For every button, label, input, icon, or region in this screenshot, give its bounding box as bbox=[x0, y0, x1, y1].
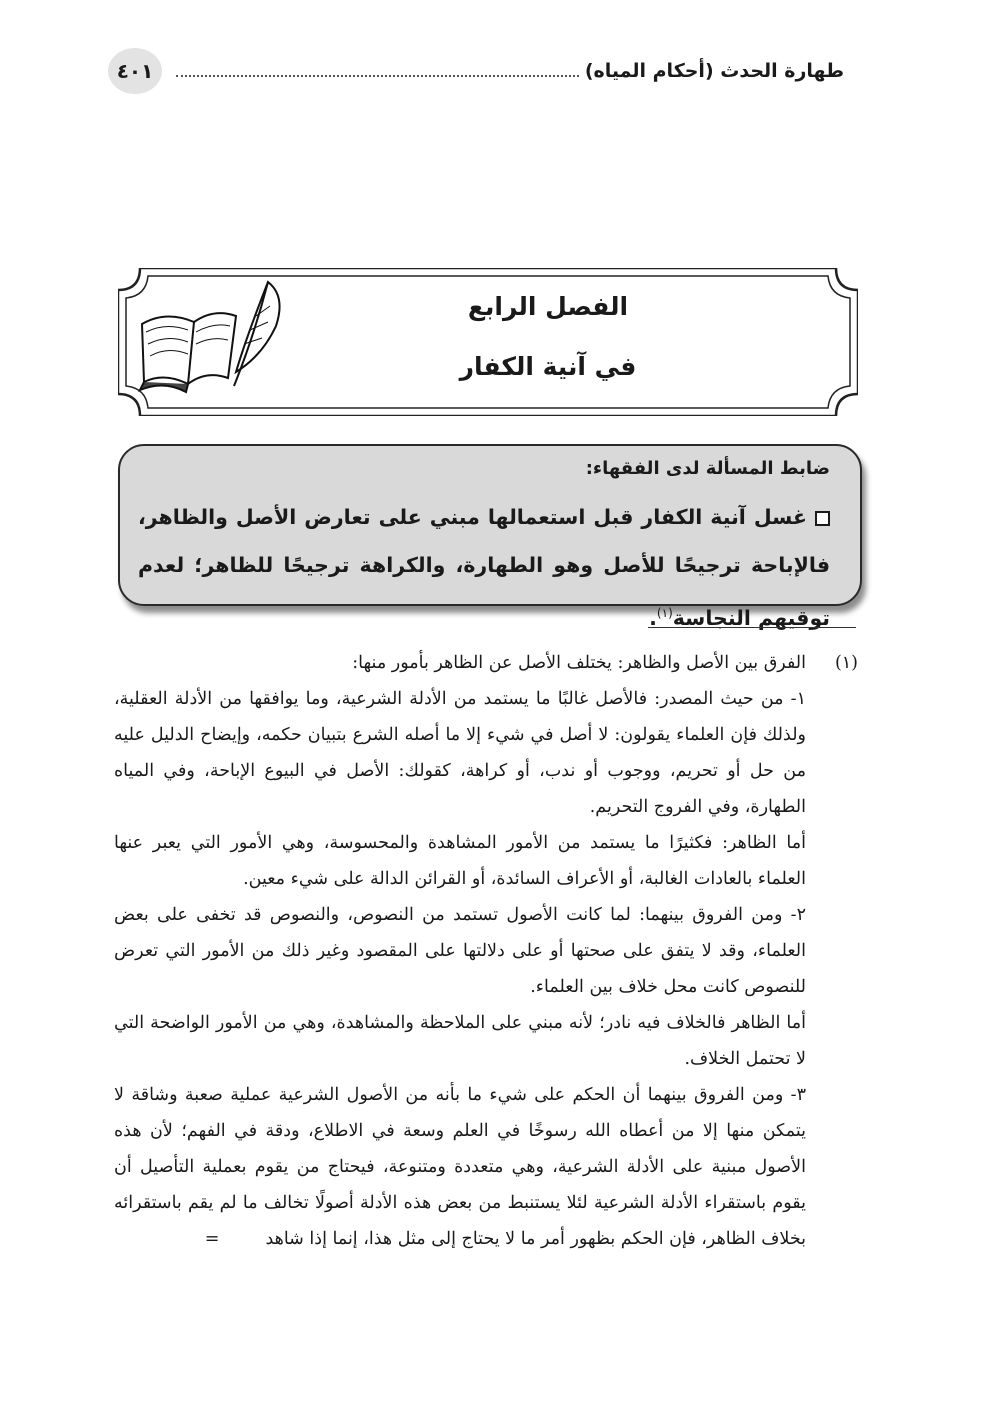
chapter-frame bbox=[118, 268, 858, 416]
rule-box bbox=[118, 444, 862, 630]
rule-text-block bbox=[138, 493, 830, 642]
header-dot-leader bbox=[176, 75, 579, 77]
continued-mark: = bbox=[204, 1229, 220, 1249]
rule-text: غسل آنية الكفار قبل استعمالها مبني على تعارض الأصل والظاهر، فالإباحة ترجيحًا للأصل وهو الطهارة، والكراهة ترجيحًا للظاهر؛ لعدم توقيهم النجاسة bbox=[138, 505, 830, 630]
footnote-text: ٣- ومن الفروق بينهما أن الحكم على شيء ما بأنه من الأصول الشرعية عملية صعبة وشاقة لا يتمكن منها إلا من أعطاه الله رسوخًا في العلم وسعة في الاطلاع، ودقة في الفهم؛ لأن هذه الأصول مبنية على الأدلة الشرعية، وهي متعددة ومتنوعة، فيحتاج من يقوم بعملية التأصيل أن يقوم باستقراء الأدلة الشرعية لئلا يستنبط من بعض هذه الأدلة أصولًا تخالف ما لم يقم باستقرائه بخلاف الظاهر، فإن الحكم بظهور أمر ما لا يحتاج إلى مثل هذا، إنما إذا شاهد bbox=[114, 1085, 806, 1249]
footnote-paragraph bbox=[114, 645, 858, 681]
chapter-title: الفصل الرابع bbox=[467, 292, 629, 321]
rule-end: . bbox=[649, 605, 657, 630]
footnote-paragraph: ١- من حيث المصدر: فالأصل غالبًا ما يستمد من الأدلة الشرعية، وما يوافقها من الأدلة العقلية، ولذلك فإن العلماء يقولون: لا أصل في شيء إلا ما أصله الشرع بتبيان حكمه، وإيضاح الدليل عليه من حل أو تحريم، ووجوب أو ندب، أو كراهة، كقولك: الأصل في البيوع الإباحة، وفي المياه الطهارة، وفي الفروج التحريم. bbox=[114, 689, 806, 817]
footnote-marker: (١) bbox=[834, 653, 858, 673]
footnote-paragraph: أما الظاهر فالخلاف فيه نادر؛ لأنه مبني على الملاحظة والمشاهدة، وهي من الأمور الواضحة التي لا تحتمل الخلاف. bbox=[114, 1013, 806, 1069]
running-title: طهارة الحدث (أحكام المياه) bbox=[584, 60, 844, 82]
footnote-paragraph bbox=[114, 1077, 858, 1257]
footnote-separator bbox=[648, 627, 856, 628]
footnotes bbox=[114, 645, 858, 1257]
footnote-reference: (١) bbox=[656, 606, 673, 620]
checkbox-icon bbox=[815, 511, 830, 526]
page-number: ٤٠١ bbox=[108, 48, 162, 94]
footnote-paragraph: أما الظاهر: فكثيرًا ما يستمد من الأمور المشاهدة والمحسوسة، وهي الأمور التي يعبر عنها العلماء بالعادات الغالبة، أو الأعراف السائدة، أو القرائن الدالة على شيء معين. bbox=[114, 833, 806, 889]
footnote-paragraph: ٢- ومن الفروق بينهما: لما كانت الأصول تستمد من النصوص، والنصوص قد تخفى على بعض العلماء، وقد لا يتفق على صحتها أو على دلالتها على المقصود وغير ذلك من الأمور التي تعرض للنصوص كانت محل خلاف بين العلماء. bbox=[114, 905, 806, 997]
rule-heading: ضابط المسألة لدى الفقهاء: bbox=[585, 458, 830, 479]
chapter-subtitle: في آنية الكفار bbox=[459, 352, 637, 381]
running-header bbox=[176, 56, 844, 86]
ornamental-frame bbox=[118, 268, 858, 416]
footnote-text: الفرق بين الأصل والظاهر: يختلف الأصل عن الظاهر بأمور منها: bbox=[352, 653, 806, 673]
